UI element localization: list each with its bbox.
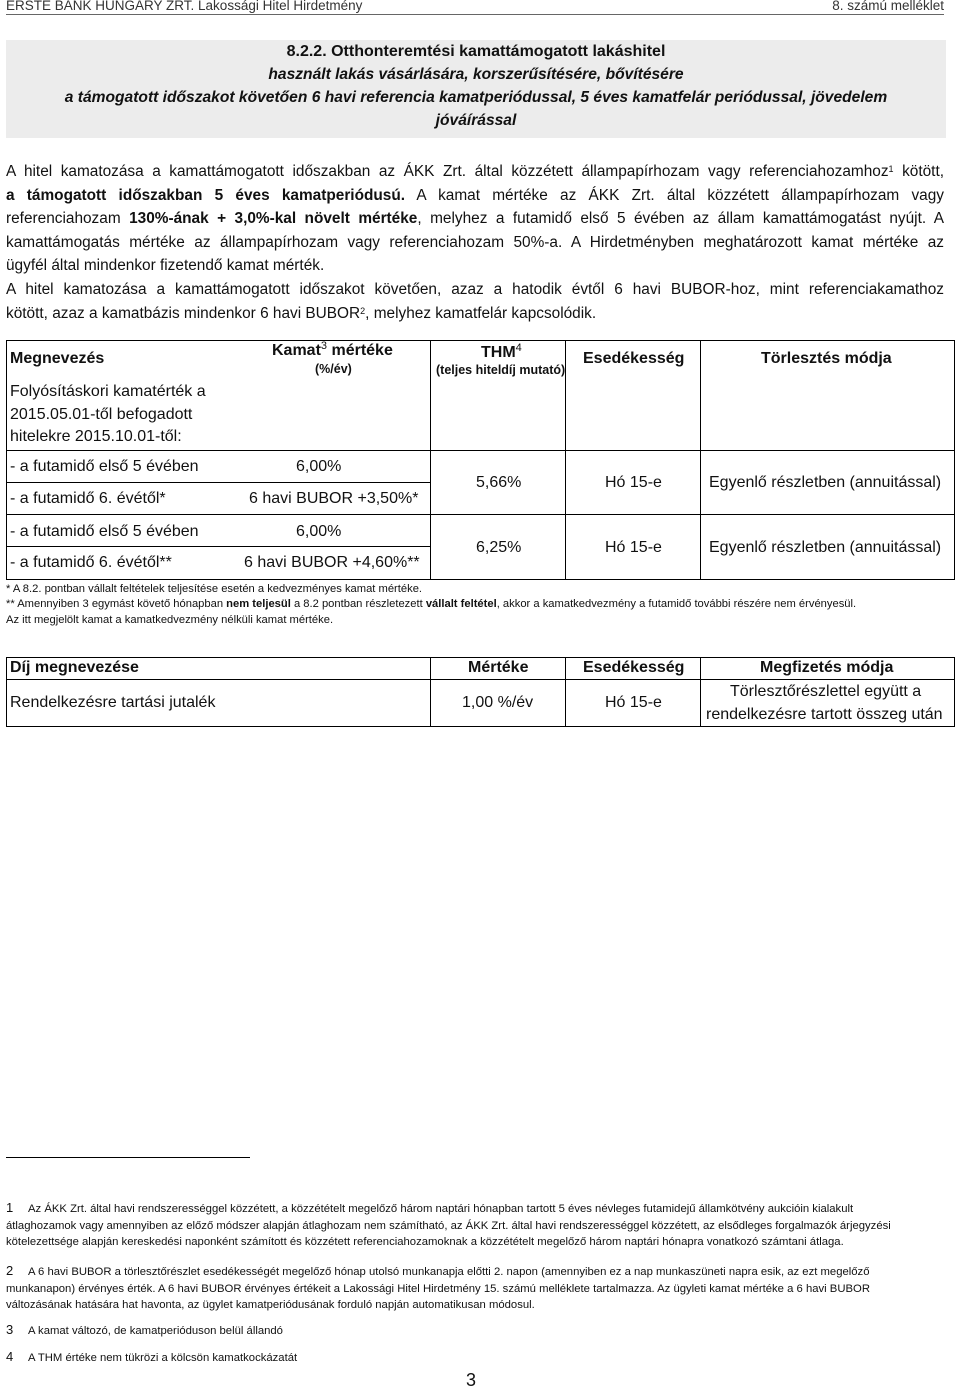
intro-line: hitelekre 2015.10.01-től: xyxy=(10,428,182,445)
header-divider xyxy=(6,14,944,15)
footnote-divider xyxy=(6,1157,250,1158)
title-line-1: 8.2.2. Otthonteremtési kamattámogatott lakáshitel xyxy=(286,43,666,60)
col-header-name: Megnevezés xyxy=(10,350,105,367)
para1-line: a támogatott időszakban 5 éves kamatperiódusú. A kamat mértéke az ÁKK Zrt. által közzétett állampapírhozam vagy xyxy=(6,186,944,204)
col-header-repay: Törlesztés módja xyxy=(761,350,892,367)
note-1: * A 8.2. pontban vállalt feltételek teljesítése esetén a kedvezményes kamat mértéke. xyxy=(6,583,423,595)
table-divider xyxy=(6,546,430,547)
title-line-3: a támogatott időszakot követően 6 havi referencia kamatperiódussal, 5 éves kamatfelár periódussal, jövedelem xyxy=(64,89,888,106)
fee-header-rate: Mértéke xyxy=(468,659,529,676)
header-left: ERSTE BANK HUNGARY ZRT. Lakossági Hitel Hirdetmény xyxy=(6,0,363,13)
para2-line: A hitel kamatozása a kamattámogatott időszakot követően, azaz a hatodik évtől 6 havi BUBOR-hoz, mint referenciakamathoz xyxy=(6,281,944,298)
col-header-rate: Kamat$^3$ mértéke xyxy=(272,340,393,359)
table-divider xyxy=(6,482,430,483)
footnote-2: 2 A 6 havi BUBOR a törlesztőrészlet esedékességét megelőző hónap utolsó munkanapja előtti 2. napon (amennyiben ez a nap munkaszüneti napra esik, az ezt megelőző munkanapon) érvényes érték. A 6 havi BUBOR érvényes értékeit a Lakossági Hitel Hirdetmény 15. számú melléklete tartalmazza. Az ügyleti kamat mértéke a 6 havi BUBOR változásának hatására hat havonta, az ügylet kamatperiódusának forduló napján automatikusan módosul. xyxy=(6,1263,870,1312)
row-due: Hó 15-e xyxy=(605,474,662,491)
intro-line: Folyósításkori kamatérték a xyxy=(10,383,206,400)
table-divider xyxy=(565,657,566,727)
table-divider xyxy=(6,514,955,515)
table-divider xyxy=(6,679,955,680)
row-thm: 5,66% xyxy=(476,474,522,491)
row-rate: 6,00% xyxy=(296,458,342,475)
section-title xyxy=(6,40,946,138)
title-line-2: használt lakás vásárlására, korszerűsítésére, bővítésére xyxy=(268,66,684,83)
row-name: - a futamidő első 5 évében xyxy=(10,523,199,540)
fee-rate: 1,00 %/év xyxy=(462,694,534,711)
fee-due: Hó 15-e xyxy=(605,694,662,711)
table-divider xyxy=(6,450,955,451)
row-name: - a futamidő első 5 évében xyxy=(10,458,199,475)
row-repay: Egyenlő részletben (annuitással) xyxy=(709,539,942,556)
note-2: ** Amennyiben 3 egymást követő hónapban nem teljesül a 8.2 pontban részletezett vállalt feltétel, akkor a kamatkedvezmény a futamidő további részére nem érvényesül. xyxy=(6,598,857,610)
table-divider xyxy=(700,657,701,727)
interest-paragraph xyxy=(6,160,944,278)
row-repay: Egyenlő részletben (annuitással) xyxy=(709,474,942,491)
row-rate: 6 havi BUBOR +4,60%** xyxy=(244,554,420,571)
para1-line: kamattámogatás mértéke az állampapírhozam vagy referenciahozam 50%-a. A Hirdetményben meghatározott kamat mértéke az xyxy=(6,233,944,251)
para1-line: A hitel kamatozása a kamattámogatott időszakban az ÁKK Zrt. által közzétett állampapírhozam vagy referenciahozamhoz$^1$ kötött, xyxy=(6,163,944,180)
footnote-4: 4 A THM értéke nem tükrözi a kölcsön kamatkockázatát xyxy=(6,1349,298,1364)
table-divider xyxy=(700,340,701,580)
para2-line: kötött, azaz a kamatbázis mindenkor 6 havi BUBOR$^2$, melyhez kamatfelár kapcsolódik. xyxy=(6,304,597,322)
table-divider xyxy=(430,340,431,580)
col-header-due: Esedékesség xyxy=(583,350,685,367)
row-due: Hó 15-e xyxy=(605,539,662,556)
note-3: Az itt megjelölt kamat a kamatkedvezmény nélküli kamat mértéke. xyxy=(6,614,334,626)
footnote-3: 3 A kamat változó, de kamatperióduson belül állandó xyxy=(6,1322,283,1337)
page-header xyxy=(6,0,944,13)
row-name: - a futamidő 6. évétől** xyxy=(10,554,172,571)
para1-line: ügyfél által mindenkor fizetendő kamat mérték. xyxy=(6,257,325,274)
fee-header-pay: Megfizetés módja xyxy=(760,659,894,676)
header-right: 8. számú melléklet xyxy=(832,0,944,13)
col-header-thm-sub: (teljes hiteldíj mutató) xyxy=(436,363,566,377)
col-header-rate-unit: (%/év) xyxy=(315,362,352,376)
bubor-paragraph xyxy=(6,278,944,325)
fee-name: Rendelkezésre tartási jutalék xyxy=(10,694,216,711)
intro-line: 2015.05.01-től befogadott xyxy=(10,406,193,423)
fee-pay-line-1: Törlesztőrészlettel együtt a xyxy=(730,683,922,700)
title-line-4: jóváírással xyxy=(435,112,517,129)
row-rate: 6,00% xyxy=(296,523,342,540)
row-name: - a futamidő 6. évétől* xyxy=(10,490,166,507)
fee-header-due: Esedékesség xyxy=(583,659,685,676)
fee-header-name: Díj megnevezése xyxy=(10,659,139,676)
page-number: 3 xyxy=(466,1370,477,1390)
fee-pay-line-2: rendelkezésre tartott összeg után xyxy=(706,706,943,723)
footnote-1: 1 Az ÁKK Zrt. által havi rendszerességgel közzétett, a közzétételt megelőző három naptári hónapban tartott 5 éves névleges futamidejű államkötvény aukcióin kialakult átlaghozamok vagy amennyiben az előző módszer alapján átlaghozam nem számítható, az ÁKK Zrt. által havi rendszerességgel közzétett, az elsődleges forgalmazók árjegyzési kötelezettsége alapján kereskedési naponként számított és közzétett referenciahozamoknak a közzétételt megelőző három naptári hónapra vonatkozó számtani átlaga. xyxy=(6,1200,891,1249)
row-rate: 6 havi BUBOR +3,50%* xyxy=(249,490,419,507)
col-header-thm: THM$^4$ xyxy=(481,342,522,361)
para1-line: referenciahozam 130%-ának + 3,0%-kal növelt mértéke, melyhez a futamidő első 5 évében az állam kamattámogatást nyújt. A xyxy=(6,210,944,227)
table-divider xyxy=(430,657,431,727)
row-thm: 6,25% xyxy=(476,539,522,556)
